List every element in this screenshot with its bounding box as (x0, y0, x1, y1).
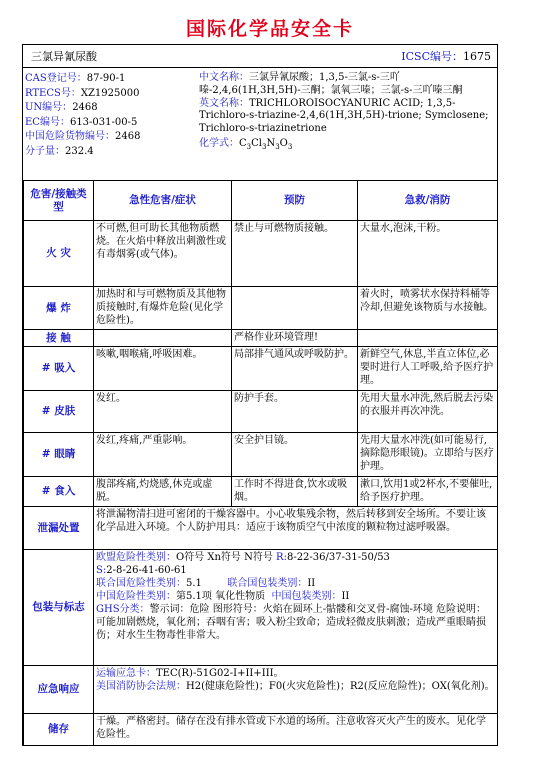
emergency-row (24, 666, 498, 714)
identifier-item: 分子量：232.4 (25, 145, 94, 157)
column-prevention: 预防 (232, 181, 358, 221)
column-type: 危害/接触类型 (24, 181, 94, 221)
chemical-name: 三氯异氰尿酸 (31, 50, 97, 63)
transport-card: 运输应急卡：TEC(R)-51G02-I+II+III。 (96, 668, 284, 679)
cell-prevention: 防护手套。 (232, 391, 358, 433)
cell-symptom: 发红。 (94, 391, 232, 433)
cell-symptom: 腹部疼痛,灼烧感,休克或虚脱。 (94, 477, 232, 507)
table-row (24, 330, 498, 347)
cell-aid: 漱口,饮用1或2杯水,不要催吐,给予医疗护理。 (358, 477, 498, 507)
cell-aid: 着火时，喷雾状水保持料桶等冷却,但避免该物质与水接触。 (358, 287, 498, 330)
identifier-item: EC编号：613-031-00-5 (25, 116, 138, 128)
storage-row (24, 714, 498, 746)
card-header (23, 45, 497, 68)
cell-prevention: 工作时不得进食,饮水或吸烟。 (232, 477, 358, 507)
identifier-item: RTECS号：XZ1925000 (25, 87, 140, 99)
s-phrases: S:2-8-26-41-60-61 (96, 565, 187, 576)
cell-aid: 大量水,泡沫,干粉。 (358, 221, 498, 287)
identifier-item: UN编号：2468 (25, 102, 98, 113)
row-label: # 食入 (24, 477, 94, 507)
row-label: 火 灾 (24, 221, 94, 287)
storage-label: 储存 (24, 714, 94, 746)
spill-row (24, 507, 498, 550)
row-label: 接 触 (24, 330, 94, 347)
cell-symptom: 不可燃,但可助长其他物质燃烧。在火焰中释放出刺激性或有毒烟雾(或气体)。 (94, 221, 232, 287)
spill-text: 将泄漏物清扫进可密闭的干燥容器中。小心收集残余物，然后转移到安全场所。不要让该化学品进入环境。个人防护用具：适应于该物质空气中浓度的颗粒物过滤呼吸器。 (94, 507, 498, 550)
cell-aid: 先用大量水冲洗(如可能易行,摘除隐形眼镜)。立即给与医疗护理。 (358, 433, 498, 477)
cell-symptom: 加热时和与可燃物质及其他物质接触时,有爆炸危险(见化学危险性)。 (94, 287, 232, 330)
ghs-class: GHS分类：警示词：危险 图形符号：火焰在圆环上-骷髅和交叉骨-腐蚀-环境 危险说明：可能加剧燃烧，氧化剂；吞咽有害；吸入粉尘致命；造成轻微皮肤刺激；造成严重眼睛损伤；对水生生物毒性非常大。 (96, 604, 487, 641)
identifier-item: 中国危险货物编号：2468 (25, 131, 141, 142)
icsc-number: ICSC编号：1675 (401, 50, 491, 63)
row-label: # 眼睛 (24, 433, 94, 477)
cell-aid (358, 330, 498, 347)
table-row (24, 391, 498, 433)
eu-class: 欧盟危险性类别：O符号 Xn符号 N符号 R:8-22-36/37-31-50/53 (96, 552, 390, 563)
column-aid: 急救/消防 (358, 181, 498, 221)
table-row (24, 433, 498, 477)
name-block (199, 72, 493, 154)
table-row (24, 221, 498, 287)
identifier-list (25, 72, 193, 159)
cell-aid: 先用大量水冲洗,然后脱去污染的衣服并再次冲洗。 (358, 391, 498, 433)
packaging-row (24, 550, 498, 666)
row-label: # 皮肤 (24, 391, 94, 433)
spill-label: 泄漏处置 (24, 507, 94, 550)
row-label: # 吸入 (24, 347, 94, 391)
cell-symptom: 发红,疼痛,严重影响。 (94, 433, 232, 477)
un-class: 联合国危险性类别：5.1 联合国包装类别：II (96, 578, 316, 589)
packaging-text (94, 550, 498, 666)
nfpa-code: 美国消防协会法规：H2(健康危险性)；F0(火灾危险性)；R2(反应危险性)；OX(氧化剂)。 (96, 681, 495, 692)
table-row (24, 287, 498, 330)
cell-aid: 新鲜空气,休息,半直立体位,必要时进行人工呼吸,给予医疗护理。 (358, 347, 498, 391)
card-title: 国际化学品安全卡 (185, 18, 354, 40)
storage-text: 干燥。严格密封。储存在没有排水管或下水道的场所。注意收容灭火产生的废水。见化学危险性。 (94, 714, 498, 746)
cell-symptom (94, 330, 232, 347)
emergency-text (94, 666, 498, 714)
safety-card (22, 44, 498, 746)
chinese-name: 中文名称：三氯异氰尿酸；1,3,5-三氯-s-三吖嗪-2,4,6(1H,3H,5H)-三酮；氯氧三嗪；三氯-s-三吖嗪三酮 (199, 72, 463, 96)
table-row (24, 477, 498, 507)
cell-prevention (232, 287, 358, 330)
cell-symptom: 咳嗽,咽喉痛,呼吸困难。 (94, 347, 232, 391)
cn-class: 中国危险性类别：第5.1项 氧化性物质 中国包装类别：II (96, 591, 350, 602)
cell-prevention: 禁止与可燃物质接触。 (232, 221, 358, 287)
identifier-item: CAS登记号：87-90-1 (25, 73, 126, 84)
cell-prevention: 局部排气通风或呼吸防护。 (232, 347, 358, 391)
row-label: 爆 炸 (24, 287, 94, 330)
hazard-table (23, 180, 498, 746)
emergency-label: 应急响应 (24, 666, 94, 714)
column-symptom: 急性危害/症状 (94, 181, 232, 221)
chemical-formula: 化学式：$C_3Cl_3N_3O_3$ (199, 137, 293, 151)
table-header (24, 181, 498, 221)
cell-prevention: 严格作业环境管理! (232, 330, 358, 347)
packaging-label: 包装与标志 (24, 550, 94, 666)
cell-prevention: 安全护目镜。 (232, 433, 358, 477)
table-row (24, 347, 498, 391)
english-name: 英文名称：TRICHLOROISOCYANURIC ACID; 1,3,5-Trichloro-s-triazine-2,4,6(1H,3H,5H)-trione; Symclosene; Trichloro-s-triazinetrione (199, 97, 489, 135)
